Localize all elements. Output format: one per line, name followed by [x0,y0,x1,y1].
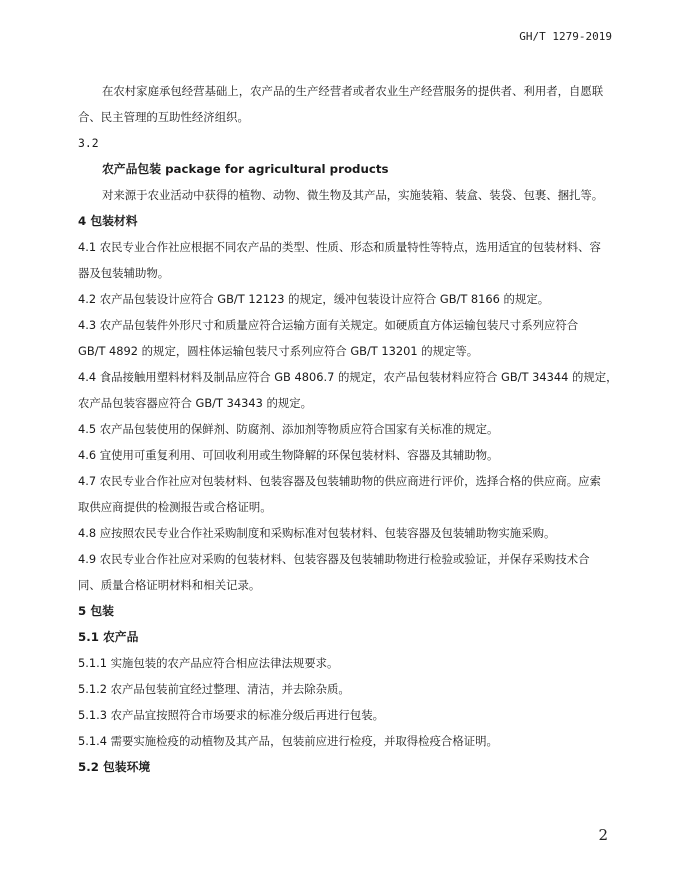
term-heading: 农产品包装 package for agricultural products [102,162,389,176]
clause-5-1-1: 5.1.1 实施包装的农产品应符合相应法律法规要求。 [78,656,339,670]
clause-4-9-line-2: 同、质量合格证明材料和相关记录。 [78,578,261,592]
clause-number-3-2: 3.2 [78,136,99,150]
clause-4-5: 4.5 农产品包装使用的保鲜剂、防腐剂、添加剂等物质应符合国家有关标准的规定。 [78,422,499,436]
clause-4-7-line-1: 4.7 农民专业合作社应对包装材料、包装容器及包装辅助物的供应商进行评价，选择合格的供应商。应索 [78,474,601,488]
section-heading-4: 4 包装材料 [78,214,138,228]
standard-code-header: GH/T 1279-2019 [519,30,612,43]
clause-4-3-line-2: GB/T 4892 的规定，圆柱体运输包装尺寸系列应符合 GB/T 13201 的规定等。 [78,344,479,358]
term-definition: 对来源于农业活动中获得的植物、动物、微生物及其产品，实施装箱、装盒、装袋、包裹、捆扎等。 [102,188,604,202]
document-body [78,78,618,780]
clause-5-1-4: 5.1.4 需要实施检疫的动植物及其产品，包装前应进行检疫，并取得检疫合格证明。 [78,734,498,748]
clause-4-1-line-1: 4.1 农民专业合作社应根据不同农产品的类型、性质、形态和质量特性等特点，选用适宜的包装材料、容 [78,240,601,254]
subsection-heading-5-1: 5.1 农产品 [78,630,139,644]
clause-4-6: 4.6 宜使用可重复利用、可回收利用或生物降解的环保包装材料、容器及其辅助物。 [78,448,499,462]
clause-4-9-line-1: 4.9 农民专业合作社应对采购的包装材料、包装容器及包装辅助物进行检验或验证，并保存采购技术合 [78,552,590,566]
clause-4-2: 4.2 农产品包装设计应符合 GB/T 12123 的规定，缓冲包装设计应符合 GB/T 8166 的规定。 [78,292,550,306]
clause-5-1-2: 5.1.2 农产品包装前宜经过整理、清洁，并去除杂质。 [78,682,350,696]
clause-4-1-line-2: 器及包装辅助物。 [78,266,170,280]
body-line-2: 合、民主管理的互助性经济组织。 [78,110,249,124]
page-number: 2 [598,826,608,844]
clause-5-1-3: 5.1.3 农产品宜按照符合市场要求的标准分级后再进行包装。 [78,708,384,722]
section-heading-5: 5 包装 [78,604,114,618]
clause-4-3-line-1: 4.3 农产品包装件外形尺寸和质量应符合运输方面有关规定。如硬质直方体运输包装尺寸系列应符合 [78,318,579,332]
clause-4-4-line-1: 4.4 食品接触用塑料材料及制品应符合 GB 4806.7 的规定，农产品包装材料应符合 GB/T 34344 的规定， [78,370,618,384]
body-line-1: 在农村家庭承包经营基础上，农产品的生产经营者或者农业生产经营服务的提供者、利用者，自愿联 [102,84,604,98]
clause-4-7-line-2: 取供应商提供的检测报告或合格证明。 [78,500,272,514]
subsection-heading-5-2: 5.2 包装环境 [78,760,151,774]
clause-4-4-line-2: 农产品包装容器应符合 GB/T 34343 的规定。 [78,396,313,410]
clause-4-8: 4.8 应按照农民专业合作社采购制度和采购标准对包装材料、包装容器及包装辅助物实施采购。 [78,526,556,540]
